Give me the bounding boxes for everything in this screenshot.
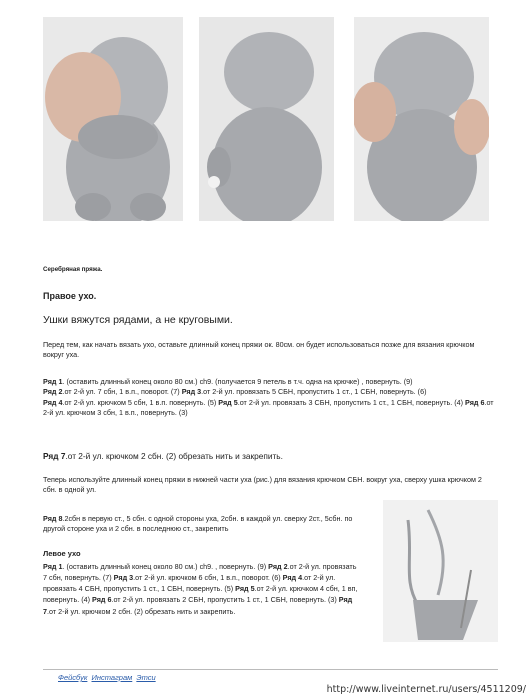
row-text: .от 2-й ул. провязать 5 СБН, пропустить 1 ст., 1 СБН, повернуть. (6): [201, 387, 427, 397]
doll-back-photo-hand: [43, 17, 183, 221]
row-text: .от 2-й ул. крючком 2 сбн. (2) обрезать нить и закрепить.: [65, 451, 283, 461]
left-ear-rows: [43, 561, 361, 617]
row-8: [43, 514, 368, 535]
row-text: .от 2-й ул. провязать 4 СБН, пропустить 1 ст., 1 СБН, повернуть. (5): [43, 573, 336, 594]
left-ear-title: Левое ухо: [43, 549, 81, 558]
row-7: [43, 451, 498, 462]
etsy-link[interactable]: Этси: [136, 673, 156, 682]
row-text: . (оставить длинный конец около 80 см.) ch9. , повернуть. (9): [62, 562, 269, 571]
row-text: . (оставить длинный конец около 80 см.) ch9. (получается 9 петель в т.ч. одна на крючке) , повернуть. (9): [62, 377, 413, 386]
row-label: Ряд 8: [43, 514, 63, 523]
footer-links: [58, 673, 158, 682]
rows-note-heading: Ушки вяжутся рядами, а не круговыми.: [43, 314, 233, 326]
row-text: .от 2-й ул. провязать 7 сбн, повернуть. (7): [43, 562, 357, 583]
edge-instructions: Теперь используйте длинный конец пряжи в нижней части уха (рис.) для вязания крючком СБН. вокруг уха, сверху ушка крючком 2 сбн. в одной ул.: [43, 475, 482, 494]
row-text: .от 2-й ул. провязать 2 СБН, пропустить 1 ст., 1 СБН, повернуть. (3): [111, 595, 339, 605]
row-text: .от 2-й ул. крючком 6 сбн, 1 в.п., поворот. (6): [133, 573, 283, 583]
row-label: Ряд 6: [465, 397, 485, 407]
row-text: .от 2-й ул. крючком 2 сбн. (2) обрезать нить и закрепить.: [47, 606, 236, 616]
row-label: Ряд 1: [43, 377, 63, 386]
row-text: .от 2-й ул. крючком 3 сбн, 1 в.п., повернуть. (3): [43, 397, 494, 418]
row-label: Ряд 4: [282, 573, 303, 583]
row-label: Ряд 4: [43, 397, 63, 407]
row-label: Ряд 5: [218, 397, 238, 407]
row-label: Ряд 5: [235, 584, 255, 594]
row-label: Ряд 2: [268, 562, 288, 571]
row-label: Ряд 6: [92, 595, 112, 605]
doll-side-photo: [354, 17, 489, 221]
row-label: Ряд 3: [181, 387, 202, 397]
facebook-link[interactable]: Фейсбук: [58, 673, 88, 682]
instagram-link[interactable]: Инстаграм: [91, 673, 133, 682]
intro-paragraph: Перед тем, как начать вязать ухо, оставьте длинный конец пряжи ок. 80см. он будет использоваться позже для вязания крючком вокруг уха.: [43, 340, 475, 359]
yarn-label: Серебряная пряжа.: [43, 266, 103, 273]
row-label: Ряд 3: [113, 573, 134, 583]
row-text: .от 2-й ул. крючком 4 сбн, 1 вп, повернуть. (4): [43, 584, 358, 605]
row-label: Ряд 7: [43, 595, 353, 616]
footer-divider: [43, 669, 498, 670]
row-label: Ряд 7: [43, 451, 66, 461]
row-text: .от 2-й ул. 7 сбн, 1 в.п., поворот. (7): [62, 387, 182, 397]
ear-piece-photo: [383, 500, 498, 642]
row-text: .от 2-й ул. крючком 5 сбн, 1 в.п. повернуть. (5): [62, 397, 219, 407]
doll-back-photo: [199, 17, 334, 221]
right-ear-title: Правое ухо.: [43, 291, 97, 301]
watermark-url: http://www.liveinternet.ru/users/4511209/: [326, 684, 526, 695]
row-text: .от 2-й ул. провязать 3 СБН, пропустить 1 ст., 1 СБН, повернуть. (4): [237, 397, 466, 407]
right-ear-rows: [43, 377, 498, 419]
row-text: .2сбн в первую ст., 5 сбн. с одной стороны уха, 2сбн. в каждой ул. сверху 2ст., 5сбн. по другой стороне уха и 2 сбн. в последнюю ст., закрепить: [43, 514, 353, 534]
row-label: Ряд 1: [43, 562, 63, 571]
row-label: Ряд 2: [43, 387, 63, 397]
